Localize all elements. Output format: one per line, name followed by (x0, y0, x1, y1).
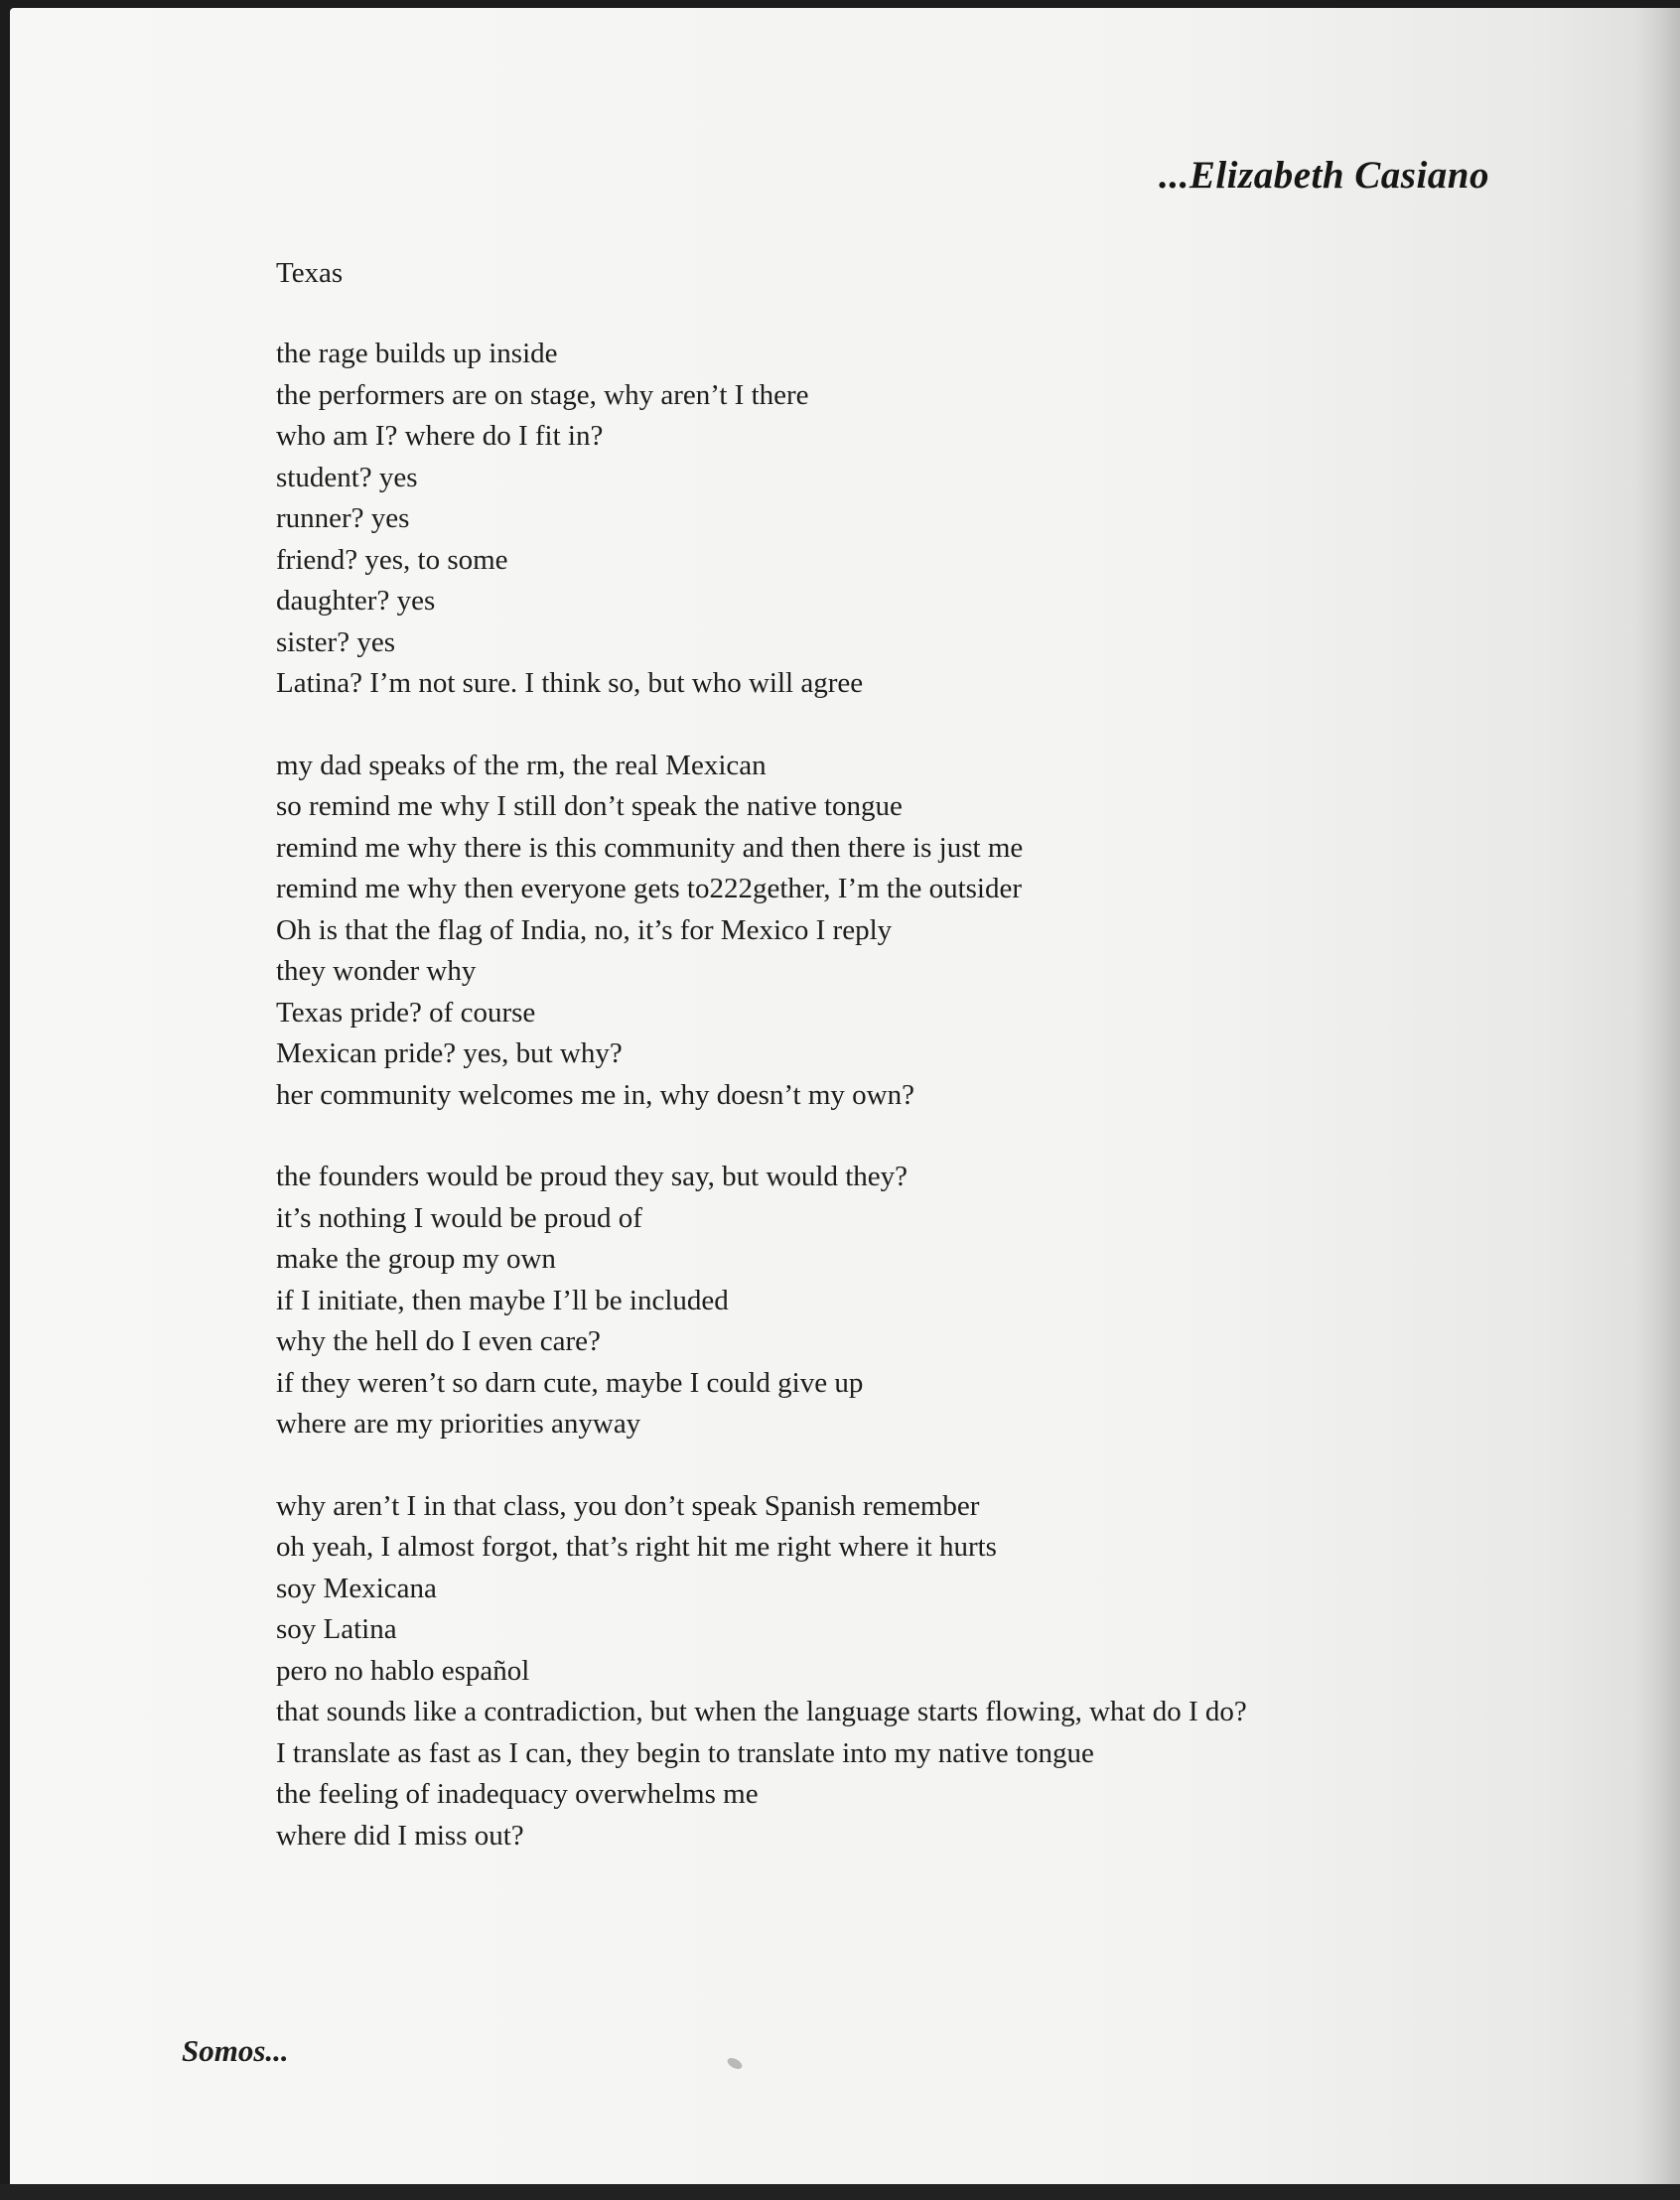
poem-line: the performers are on stage, why aren’t I there (276, 378, 809, 411)
poem-line: who am I? where do I fit in? (276, 420, 604, 452)
stanza (276, 746, 1527, 1117)
paper-speck (726, 2056, 744, 2071)
poem-line: the feeling of inadequacy overwhelms me (276, 1778, 759, 1810)
page-gutter-shadow (1634, 8, 1680, 2184)
poem-line: I translate as fast as I can, they begin to translate into my native tongue (276, 1736, 1094, 1769)
poem-line: if they weren’t so darn cute, maybe I could give up (276, 1366, 864, 1399)
poem-line: it’s nothing I would be proud of (276, 1201, 642, 1234)
poem-line: runner? yes (276, 502, 410, 534)
poem-line: sister? yes (276, 625, 395, 658)
poem-line: make the group my own (276, 1243, 556, 1275)
poem-line: the rage builds up inside (276, 338, 558, 369)
poem-line: Oh is that the flag of India, no, it’s for Mexico I reply (276, 913, 893, 946)
poem-stanzas (276, 334, 1527, 1856)
title-spacer (276, 294, 1527, 334)
poem (276, 252, 1527, 1856)
stanza (276, 1486, 1527, 1857)
poem-line: remind me why there is this community and then there is just me (276, 831, 1024, 864)
poem-line: Mexican pride? yes, but why? (276, 1037, 623, 1069)
poem-line: her community welcomes me in, why doesn’t my own? (276, 1078, 914, 1111)
poem-line: soy Latina (276, 1613, 397, 1645)
author-name: ...Elizabeth Casiano (1159, 154, 1489, 197)
poem-line: so remind me why I still don’t speak the native tongue (276, 790, 903, 822)
poem-line: Latina? I’m not sure. I think so, but who will agree (276, 667, 864, 699)
poem-line: remind me why then everyone gets to222gether, I’m the outsider (276, 873, 1023, 904)
poem-line: if I initiate, then maybe I’ll be included (276, 1284, 729, 1316)
scan-bottom-edge (0, 2184, 1680, 2200)
poem-line: where did I miss out? (276, 1819, 524, 1852)
poem-line: Texas pride? of course (276, 996, 536, 1029)
poem-line: oh yeah, I almost forgot, that’s right hit me right where it hurts (276, 1531, 997, 1563)
section-footer-mark: Somos... (182, 2033, 289, 2068)
poem-line: student? yes (276, 461, 418, 493)
poem-line: my dad speaks of the rm, the real Mexican (276, 749, 767, 781)
poem-line: friend? yes, to some (276, 543, 508, 576)
book-page (10, 8, 1680, 2184)
poem-line: that sounds like a contradiction, but when the language starts flowing, what do I do? (276, 1696, 1247, 1727)
poem-line: daughter? yes (276, 585, 436, 617)
poem-line: pero no hablo español (276, 1654, 530, 1687)
poem-line: why the hell do I even care? (276, 1325, 601, 1357)
poem-title: Texas (276, 257, 344, 289)
poem-line: soy Mexicana (276, 1572, 437, 1604)
poem-line: why aren’t I in that class, you don’t speak Spanish remember (276, 1489, 980, 1522)
poem-line: they wonder why (276, 955, 477, 987)
stanza (276, 334, 1527, 705)
poem-line: the founders would be proud they say, but would they? (276, 1161, 908, 1192)
stanza (276, 1157, 1527, 1445)
poem-line: where are my priorities anyway (276, 1408, 641, 1440)
